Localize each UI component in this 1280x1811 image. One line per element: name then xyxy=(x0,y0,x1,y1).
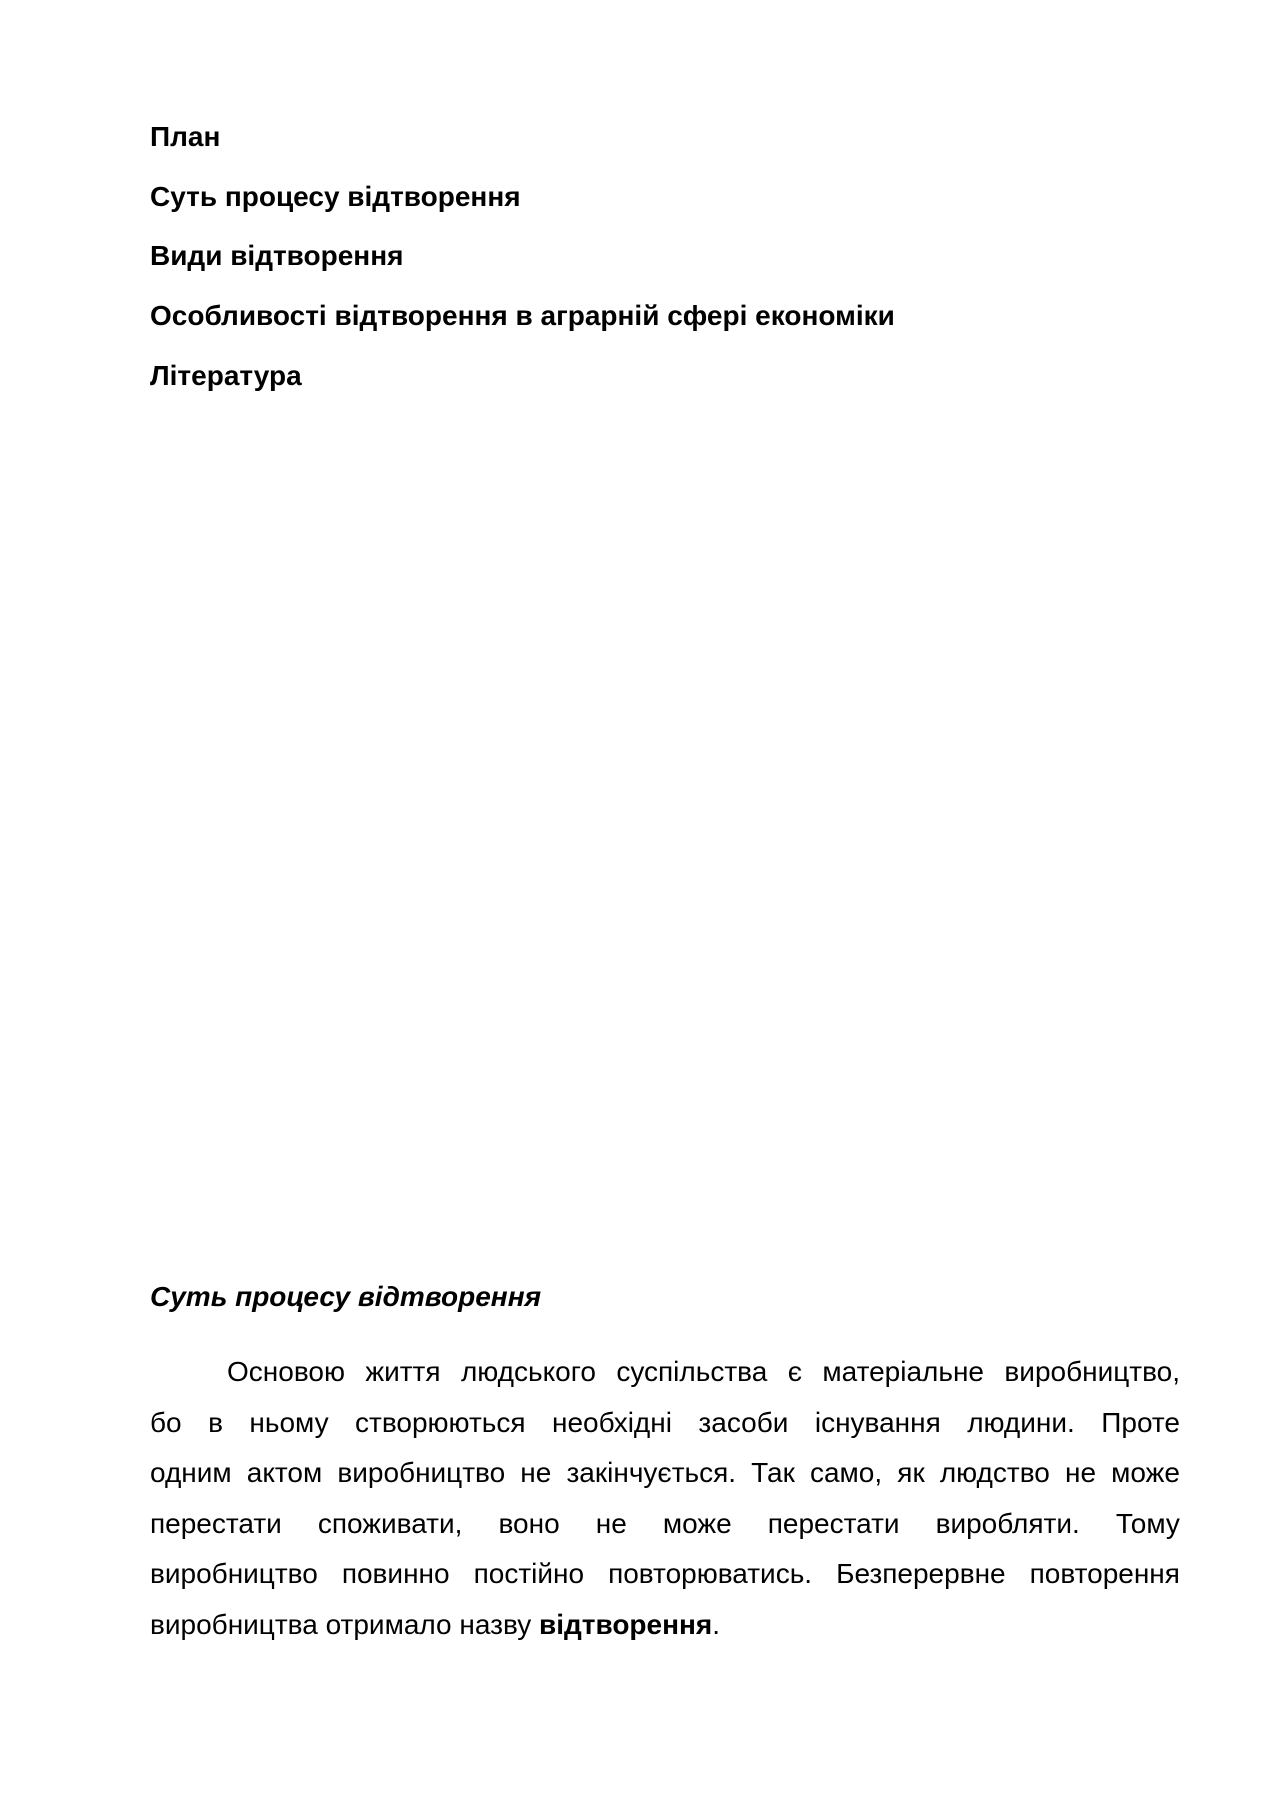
paragraph-last-line xyxy=(150,1608,1180,1642)
word: може xyxy=(1111,1457,1180,1488)
word: існування xyxy=(814,1407,941,1438)
word: закінчується. xyxy=(566,1457,737,1488)
word: Безперервне xyxy=(836,1558,1006,1589)
word: не xyxy=(520,1457,552,1488)
plan-heading: План xyxy=(150,121,221,152)
word: повинно xyxy=(341,1558,450,1589)
plan-item: Суть процесу відтворення xyxy=(150,181,521,212)
word: перестати xyxy=(767,1508,900,1539)
word: бо xyxy=(150,1407,182,1438)
paragraph-line xyxy=(150,1507,1180,1541)
paragraph-line xyxy=(227,1355,1180,1389)
word: як xyxy=(897,1457,925,1488)
paragraph-text: виробництва отримало назву xyxy=(150,1609,539,1640)
word: Проте xyxy=(1101,1407,1180,1438)
word: виробництво xyxy=(337,1457,506,1488)
plan-item: Особливості відтворення в аграрній сфері економіки xyxy=(150,300,895,331)
word: повторення xyxy=(1029,1558,1180,1589)
word: одним xyxy=(150,1457,232,1488)
word: актом xyxy=(246,1457,323,1488)
word: виробництво xyxy=(150,1558,318,1589)
word: може xyxy=(662,1508,732,1539)
plan-item: Література xyxy=(150,360,302,391)
word: суспільства xyxy=(616,1356,768,1387)
word: Основою xyxy=(227,1356,345,1387)
word: створюються xyxy=(355,1407,526,1438)
word: воно xyxy=(498,1508,560,1539)
word: виробництво, xyxy=(1004,1356,1180,1387)
word: життя xyxy=(365,1356,441,1387)
word: людини. xyxy=(967,1407,1075,1438)
paragraph-line xyxy=(150,1456,1180,1490)
word: постійно xyxy=(473,1558,585,1589)
word: в xyxy=(208,1407,223,1438)
section-heading: Суть процесу відтворення xyxy=(150,1281,542,1312)
word: не xyxy=(1064,1457,1097,1488)
word: перестати xyxy=(150,1508,282,1539)
paragraph-line xyxy=(150,1557,1180,1591)
word: виробляти. xyxy=(935,1508,1080,1539)
word: людство xyxy=(939,1457,1050,1488)
plan-item: Види відтворення xyxy=(150,240,404,271)
word: є xyxy=(787,1356,802,1387)
paragraph-line xyxy=(150,1406,1180,1440)
key-term: відтворення xyxy=(539,1609,713,1640)
word: само, xyxy=(809,1457,883,1488)
word: Так xyxy=(751,1457,795,1488)
word: необхідні xyxy=(551,1407,672,1438)
word: споживати, xyxy=(317,1508,463,1539)
word: ньому xyxy=(249,1407,329,1438)
word: засоби xyxy=(698,1407,789,1438)
word: Тому xyxy=(1115,1508,1180,1539)
word: матеріальне xyxy=(822,1356,985,1387)
paragraph-text: . xyxy=(712,1609,721,1640)
word: повторюватись. xyxy=(608,1558,813,1589)
word: людського xyxy=(460,1356,596,1387)
word: не xyxy=(595,1508,627,1539)
